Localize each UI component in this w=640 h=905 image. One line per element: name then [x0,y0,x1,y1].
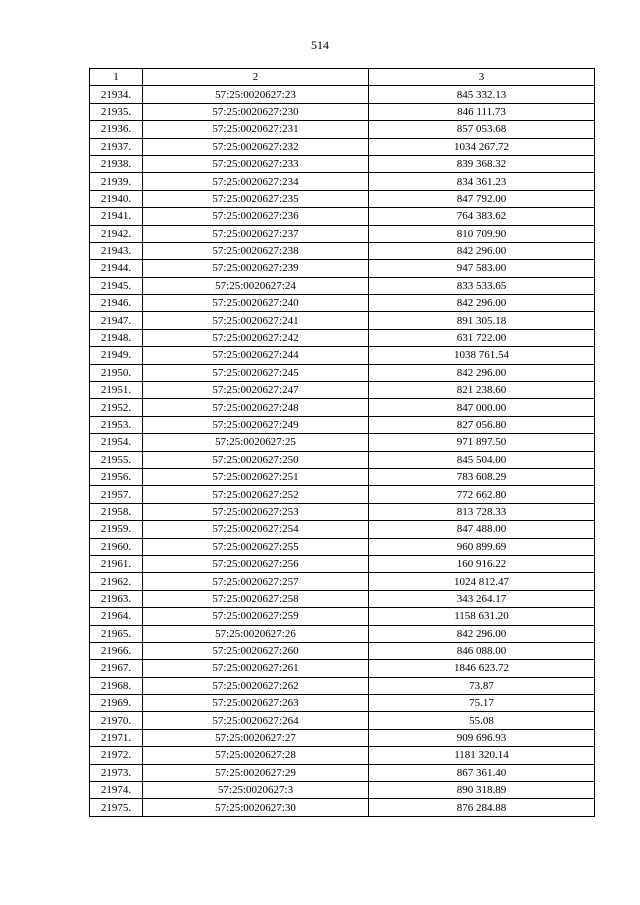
cadastral-number: 57:25:0020627:258 [143,590,369,607]
table-row [90,729,595,746]
row-number: 21938. [90,155,143,172]
table-row [90,190,595,207]
table-row [90,590,595,607]
cadastral-number: 57:25:0020627:259 [143,608,369,625]
table-row [90,555,595,572]
column-header: 1 [90,69,143,86]
value-cell: 1024 812.47 [369,573,595,590]
table-row [90,747,595,764]
value-cell: 857 053.68 [369,121,595,138]
table-row [90,103,595,120]
value-cell: 842 296.00 [369,242,595,259]
row-number: 21965. [90,625,143,642]
value-cell: 827 056.80 [369,416,595,433]
value-cell: 764 383.62 [369,208,595,225]
table-row [90,538,595,555]
cadastral-number: 57:25:0020627:249 [143,416,369,433]
header-row [90,69,595,86]
table-row [90,155,595,172]
cadastral-number: 57:25:0020627:260 [143,642,369,659]
value-cell: 1034 267.72 [369,138,595,155]
table-row [90,208,595,225]
row-number: 21970. [90,712,143,729]
row-number: 21956. [90,468,143,485]
value-cell: 890 318.89 [369,782,595,799]
cadastral-number: 57:25:0020627:247 [143,382,369,399]
value-cell: 834 361.23 [369,173,595,190]
value-cell: 810 709.90 [369,225,595,242]
cadastral-number: 57:25:0020627:237 [143,225,369,242]
row-number: 21968. [90,677,143,694]
row-number: 21943. [90,242,143,259]
table-row [90,225,595,242]
row-number: 21972. [90,747,143,764]
table-row [90,295,595,312]
table-row [90,382,595,399]
cadastral-number: 57:25:0020627:231 [143,121,369,138]
row-number: 21966. [90,642,143,659]
cadastral-number: 57:25:0020627:256 [143,555,369,572]
value-cell: 891 305.18 [369,312,595,329]
table-row [90,764,595,781]
cadastral-number: 57:25:0020627:254 [143,521,369,538]
value-cell: 909 696.93 [369,729,595,746]
table-row [90,260,595,277]
row-number: 21962. [90,573,143,590]
table-row [90,468,595,485]
cadastral-number: 57:25:0020627:30 [143,799,369,816]
row-number: 21957. [90,486,143,503]
row-number: 21947. [90,312,143,329]
row-number: 21955. [90,451,143,468]
row-number: 21951. [90,382,143,399]
cadastral-number: 57:25:0020627:241 [143,312,369,329]
cadastral-number: 57:25:0020627:248 [143,399,369,416]
value-cell: 1846 623.72 [369,660,595,677]
value-cell: 842 296.00 [369,625,595,642]
cadastral-number: 57:25:0020627:26 [143,625,369,642]
value-cell: 971 897.50 [369,434,595,451]
table-row [90,782,595,799]
row-number: 21960. [90,538,143,555]
value-cell: 845 504.00 [369,451,595,468]
value-cell: 783 608.29 [369,468,595,485]
row-number: 21934. [90,86,143,103]
table-row [90,608,595,625]
table-row [90,434,595,451]
row-number: 21961. [90,555,143,572]
row-number: 21935. [90,103,143,120]
value-cell: 876 284.88 [369,799,595,816]
table-row [90,347,595,364]
table-row [90,642,595,659]
cadastral-number: 57:25:0020627:233 [143,155,369,172]
table-row [90,451,595,468]
column-header: 2 [143,69,369,86]
cadastral-number: 57:25:0020627:239 [143,260,369,277]
table-row [90,799,595,816]
cadastral-number: 57:25:0020627:3 [143,782,369,799]
row-number: 21948. [90,329,143,346]
value-cell: 842 296.00 [369,364,595,381]
value-cell: 821 238.60 [369,382,595,399]
cadastral-number: 57:25:0020627:29 [143,764,369,781]
row-number: 21936. [90,121,143,138]
table-row [90,138,595,155]
row-number: 21967. [90,660,143,677]
table-row [90,521,595,538]
column-header: 3 [369,69,595,86]
table-row [90,677,595,694]
value-cell: 75.17 [369,695,595,712]
cadastral-number: 57:25:0020627:28 [143,747,369,764]
table-row [90,86,595,103]
value-cell: 160 916.22 [369,555,595,572]
row-number: 21959. [90,521,143,538]
cadastral-number: 57:25:0020627:245 [143,364,369,381]
value-cell: 867 361.40 [369,764,595,781]
row-number: 21969. [90,695,143,712]
cadastral-number: 57:25:0020627:27 [143,729,369,746]
value-cell: 847 792.00 [369,190,595,207]
table-row [90,312,595,329]
value-cell: 55.08 [369,712,595,729]
value-cell: 847 488.00 [369,521,595,538]
table-body [90,86,595,816]
value-cell: 947 583.00 [369,260,595,277]
cadastral-number: 57:25:0020627:23 [143,86,369,103]
row-number: 21941. [90,208,143,225]
cadastral-number: 57:25:0020627:240 [143,295,369,312]
cadastral-number: 57:25:0020627:236 [143,208,369,225]
cadastral-number: 57:25:0020627:230 [143,103,369,120]
table-row [90,173,595,190]
cadastral-number: 57:25:0020627:251 [143,468,369,485]
row-number: 21964. [90,608,143,625]
row-number: 21954. [90,434,143,451]
cadastral-number: 57:25:0020627:234 [143,173,369,190]
cadastral-number: 57:25:0020627:238 [143,242,369,259]
cadastral-number: 57:25:0020627:242 [143,329,369,346]
cadastral-number: 57:25:0020627:235 [143,190,369,207]
value-cell: 1038 761.54 [369,347,595,364]
table-row [90,573,595,590]
cadastral-number: 57:25:0020627:262 [143,677,369,694]
value-cell: 343 264.17 [369,590,595,607]
row-number: 21971. [90,729,143,746]
row-number: 21937. [90,138,143,155]
row-number: 21973. [90,764,143,781]
table-row [90,329,595,346]
row-number: 21939. [90,173,143,190]
cadastral-number: 57:25:0020627:244 [143,347,369,364]
row-number: 21963. [90,590,143,607]
table-row [90,399,595,416]
page-number: 514 [311,38,329,52]
cadastral-number: 57:25:0020627:252 [143,486,369,503]
cadastral-number: 57:25:0020627:232 [143,138,369,155]
cadastral-number: 57:25:0020627:250 [143,451,369,468]
table-row [90,695,595,712]
table-row [90,503,595,520]
row-number: 21974. [90,782,143,799]
value-cell: 73.87 [369,677,595,694]
value-cell: 845 332.13 [369,86,595,103]
value-cell: 772 662.80 [369,486,595,503]
table-row [90,121,595,138]
table-row [90,660,595,677]
cadastral-number: 57:25:0020627:263 [143,695,369,712]
value-cell: 1158 631.20 [369,608,595,625]
row-number: 21953. [90,416,143,433]
row-number: 21950. [90,364,143,381]
table-row [90,364,595,381]
row-number: 21952. [90,399,143,416]
row-number: 21944. [90,260,143,277]
table-row [90,242,595,259]
table-row [90,625,595,642]
data-table [89,68,595,817]
row-number: 21975. [90,799,143,816]
row-number: 21942. [90,225,143,242]
value-cell: 960 899.69 [369,538,595,555]
table-row [90,712,595,729]
value-cell: 842 296.00 [369,295,595,312]
row-number: 21958. [90,503,143,520]
row-number: 21940. [90,190,143,207]
cadastral-number: 57:25:0020627:257 [143,573,369,590]
value-cell: 631 722.00 [369,329,595,346]
cadastral-number: 57:25:0020627:25 [143,434,369,451]
cadastral-number: 57:25:0020627:264 [143,712,369,729]
value-cell: 846 088.00 [369,642,595,659]
row-number: 21949. [90,347,143,364]
cadastral-number: 57:25:0020627:253 [143,503,369,520]
value-cell: 1181 320.14 [369,747,595,764]
value-cell: 847 000.00 [369,399,595,416]
row-number: 21946. [90,295,143,312]
value-cell: 846 111.73 [369,103,595,120]
cadastral-number: 57:25:0020627:261 [143,660,369,677]
value-cell: 833 533.65 [369,277,595,294]
table-row [90,486,595,503]
table-row [90,277,595,294]
cadastral-number: 57:25:0020627:255 [143,538,369,555]
value-cell: 813 728.33 [369,503,595,520]
table-row [90,416,595,433]
cadastral-number: 57:25:0020627:24 [143,277,369,294]
row-number: 21945. [90,277,143,294]
value-cell: 839 368.32 [369,155,595,172]
